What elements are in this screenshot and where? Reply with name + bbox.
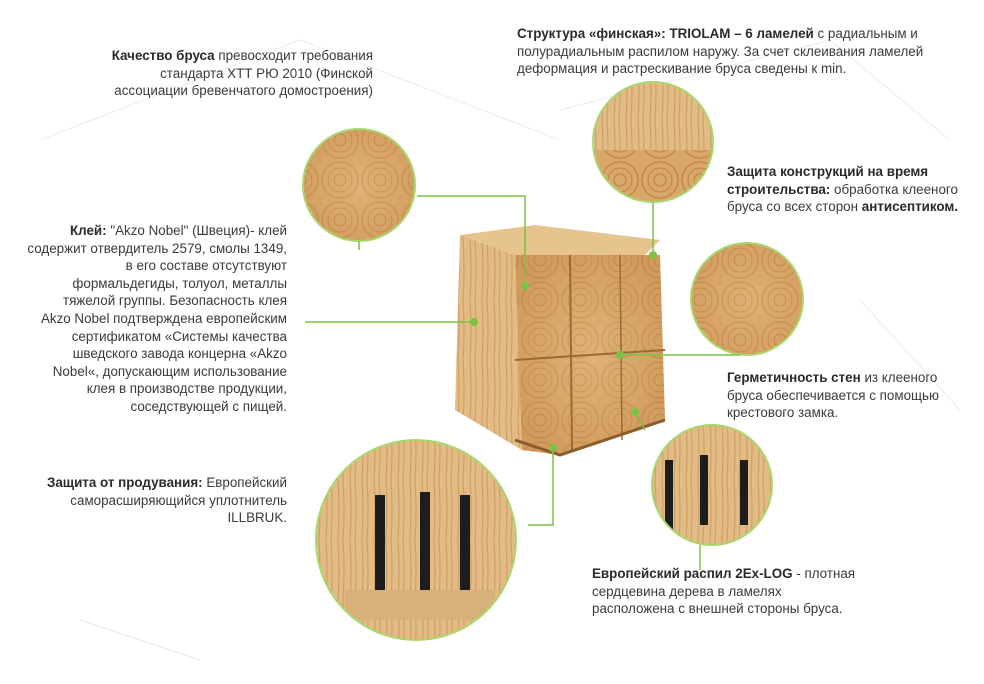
annotation-wind <box>10 474 287 527</box>
detail-photo-protection <box>690 240 810 360</box>
annotation-quality <box>60 47 373 100</box>
quality-line-1: превосходит требования <box>218 48 373 63</box>
structure-line-2: полурадиальным распилом наружу. За счет склеивания ламелей <box>517 43 924 59</box>
quality-title: Качество бруса <box>111 48 215 63</box>
log-main-image <box>455 225 665 455</box>
annotation-protection <box>727 163 977 216</box>
detail-photo-quality <box>300 125 420 245</box>
annotation-tightness <box>727 369 977 422</box>
glue-line-11: соседствующей с пищей. <box>130 398 287 414</box>
wind-title: Защита от продувания: <box>46 475 203 490</box>
tightness-line-3: крестового замка. <box>727 405 839 421</box>
protection-text-2: обработка клееного <box>834 181 958 197</box>
tightness-line-1: из клееного <box>864 370 938 385</box>
glue-title: Клей: <box>69 223 107 238</box>
glue-line-6: Akzo Nobel подтверждена европейским <box>40 310 287 326</box>
wind-line-3: ILLBRUK. <box>227 510 287 526</box>
protection-title-2: строительства: <box>727 181 831 197</box>
detail-photo-structure <box>590 80 720 210</box>
glue-line-10: клея в производстве продукции, <box>86 381 287 397</box>
protection-text-3-bold: антисептиком. <box>861 199 959 215</box>
detail-photo-cut <box>650 425 775 550</box>
annotation-structure <box>517 25 957 78</box>
protection-text-3: бруса со всех сторон <box>727 199 859 215</box>
glue-line-2: содержит отвердитель 2579, смолы 1349, <box>27 240 287 256</box>
cut-title: Европейский распил 2Ex-LOG <box>592 566 793 581</box>
quality-line-3: ассоциации бревенчатого домостроения) <box>114 83 373 99</box>
protection-title: Защита конструкций на время <box>727 164 929 179</box>
structure-title: Структура «финская»: TRIOLAM – 6 ламелей <box>517 26 814 41</box>
glue-line-4: формальдегиды, толуол, металлы <box>72 275 287 291</box>
cut-line-1: - плотная <box>792 566 856 581</box>
annotation-glue <box>10 222 287 416</box>
glue-line-1: "Akzo Nobel" (Швеция)- клей <box>106 223 287 238</box>
glue-line-7: сертификатом «Системы качества <box>71 328 287 344</box>
cut-line-3: расположена с внешней стороны бруса. <box>592 601 843 617</box>
annotation-cut <box>592 565 962 618</box>
wind-line-1: Европейский <box>202 475 287 490</box>
glue-line-5: тяжелой группы. Безопасность клея <box>62 293 287 309</box>
tightness-title: Герметичность стен <box>727 370 861 385</box>
quality-line-2: стандарта ХТТ РЮ 2010 (Финской <box>160 65 373 81</box>
glue-line-9: Nobel«, допускающим использование <box>52 363 287 379</box>
structure-line-3: деформация и растрескивание бруса сведены к min. <box>517 61 847 77</box>
cut-line-2: сердцевина дерева в ламелях <box>592 583 782 599</box>
detail-photo-sealing <box>310 440 520 650</box>
tightness-line-2: бруса обеспечивается с помощью <box>727 387 940 403</box>
glue-line-3: в его составе отсутствуют <box>125 258 287 274</box>
glue-line-8: шведского завода концерна «Akzo <box>72 346 287 362</box>
structure-line-1: с радиальным и <box>817 26 918 41</box>
wind-line-2: саморасширяющийся уплотнитель <box>70 492 287 508</box>
